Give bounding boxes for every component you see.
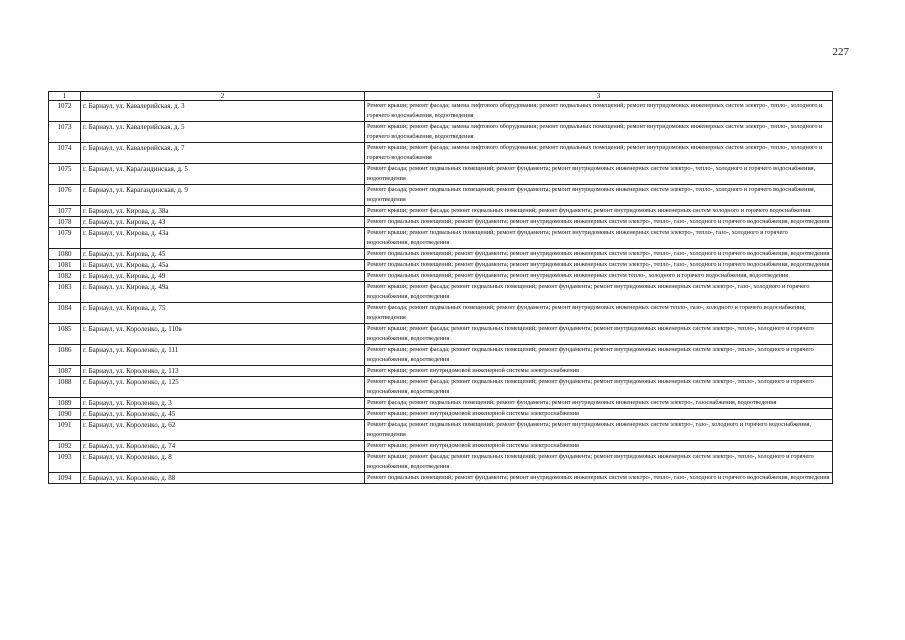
row-number: 1093 bbox=[49, 452, 81, 473]
row-number: 1077 bbox=[49, 206, 81, 217]
row-number: 1086 bbox=[49, 345, 81, 366]
row-number: 1079 bbox=[49, 228, 81, 249]
row-works: Ремонт подвальных помещений; ремонт фундамента; ремонт внутридомовых инженерных систем электро-, тепло-, газо-, холодного и горячего водоснабжения, водоотведения bbox=[365, 473, 833, 484]
page-number: 227 bbox=[832, 46, 849, 58]
row-works: Ремонт фасада; ремонт подвальных помещений; ремонт фундамента; ремонт внутридомовых инженерных систем тепло-, газо-, холодного и горячего водоснабжения, водоотведения bbox=[365, 303, 833, 324]
registry-table bbox=[48, 91, 833, 484]
row-works: Ремонт крыши; ремонт подвальных помещений; ремонт фундамента; ремонт внутридомовых инженерных систем электро-, тепло-, газо-, холодного и горячего водоснабжения, водоотведения bbox=[365, 228, 833, 249]
row-number: 1074 bbox=[49, 143, 81, 164]
header-row bbox=[49, 92, 833, 101]
row-address: г. Барнаул, ул. Кавалерийская, д. 7 bbox=[81, 143, 365, 164]
row-works: Ремонт фасада; ремонт подвальных помещений; ремонт фундамента; ремонт внутридомовых инженерных систем электро-, газоснабжения, водоотведения bbox=[365, 398, 833, 409]
row-number: 1082 bbox=[49, 271, 81, 282]
table-header bbox=[49, 92, 833, 101]
table-row bbox=[49, 271, 833, 282]
table-row bbox=[49, 473, 833, 484]
table-row bbox=[49, 420, 833, 441]
row-works: Ремонт подвальных помещений; ремонт фундамента; ремонт внутридомовых инженерных систем электро-, тепло-, газо-, холодного и горячего водоснабжения, водоотведения bbox=[365, 217, 833, 228]
table-row bbox=[49, 398, 833, 409]
column-header-number: 1 bbox=[49, 92, 81, 101]
table-row bbox=[49, 377, 833, 398]
row-works: Ремонт крыши; ремонт фасада; ремонт подвальных помещений; ремонт фундамента; ремонт внутридомовых инженерных систем электро-, тепло-, холодного и горячего водоснабжения, водоотведения bbox=[365, 452, 833, 473]
row-works: Ремонт подвальных помещений; ремонт фундамента; ремонт внутридомовых инженерных систем тепло-, холодного и горячего водоснабжения, водоотведения bbox=[365, 271, 833, 282]
row-address: г. Барнаул, ул. Карагандинская, д. 9 bbox=[81, 185, 365, 206]
row-number: 1075 bbox=[49, 164, 81, 185]
row-number: 1085 bbox=[49, 324, 81, 345]
table-row bbox=[49, 164, 833, 185]
table-row bbox=[49, 441, 833, 452]
row-address: г. Барнаул, ул. Кирова, д. 75 bbox=[81, 303, 365, 324]
table-row bbox=[49, 249, 833, 260]
row-number: 1087 bbox=[49, 366, 81, 377]
table-row bbox=[49, 228, 833, 249]
row-works: Ремонт крыши; ремонт фасада; ремонт подвальных помещений; ремонт фундамента; ремонт внутридомовых инженерных систем электро-, газо-, холодного и горячего водоснабжения, водоотведения bbox=[365, 282, 833, 303]
table-row bbox=[49, 185, 833, 206]
table-row bbox=[49, 282, 833, 303]
row-works: Ремонт крыши; ремонт фасада; замена лифтового оборудования; ремонт подвальных помещений; ремонт внутридомовых инженерных систем электро-, тепло-, холодного и горячего водоснабжения, водоотведения bbox=[365, 122, 833, 143]
row-number: 1090 bbox=[49, 409, 81, 420]
row-number: 1084 bbox=[49, 303, 81, 324]
row-works: Ремонт крыши; ремонт внутридомовой инженерной системы электроснабжения bbox=[365, 441, 833, 452]
table-row bbox=[49, 122, 833, 143]
row-number: 1094 bbox=[49, 473, 81, 484]
row-number: 1078 bbox=[49, 217, 81, 228]
row-address: г. Барнаул, ул. Короленко, д. 111 bbox=[81, 345, 365, 366]
row-number: 1083 bbox=[49, 282, 81, 303]
row-number: 1080 bbox=[49, 249, 81, 260]
row-works: Ремонт крыши; ремонт фасада; замена лифтового оборудования; ремонт подвальных помещений; ремонт внутридомовых инженерных систем электро-, тепло-, холодного и горячего водоснабжения, водоотведения bbox=[365, 101, 833, 122]
row-address: г. Барнаул, ул. Кирова, д. 38а bbox=[81, 206, 365, 217]
table-row bbox=[49, 303, 833, 324]
row-address: г. Барнаул, ул. Короленко, д. 125 bbox=[81, 377, 365, 398]
row-address: г. Барнаул, ул. Короленко, д. 113 bbox=[81, 366, 365, 377]
table-row bbox=[49, 366, 833, 377]
row-works: Ремонт крыши; ремонт фасада; ремонт подвальных помещений; ремонт фундамента; ремонт внутридомовых инженерных систем холодного и горячего водоснабжения bbox=[365, 206, 833, 217]
table-row bbox=[49, 143, 833, 164]
row-address: г. Барнаул, ул. Кирова, д. 43 bbox=[81, 217, 365, 228]
table-row bbox=[49, 101, 833, 122]
row-address: г. Барнаул, ул. Кирова, д. 45 bbox=[81, 249, 365, 260]
row-number: 1089 bbox=[49, 398, 81, 409]
row-number: 1092 bbox=[49, 441, 81, 452]
table-row bbox=[49, 452, 833, 473]
row-works: Ремонт фасада; ремонт подвальных помещений; ремонт фундамента; ремонт внутридомовых инженерных систем электро-, тепло-, холодного и горячего водоснабжения, водоотведения bbox=[365, 164, 833, 185]
row-number: 1088 bbox=[49, 377, 81, 398]
table-row bbox=[49, 345, 833, 366]
row-number: 1073 bbox=[49, 122, 81, 143]
row-address: г. Барнаул, ул. Короленко, д. 62 bbox=[81, 420, 365, 441]
row-works: Ремонт фасада; ремонт подвальных помещений; ремонт фундамента; ремонт внутридомовых инженерных систем электро-, газо-, холодного и горячего водоснабжения, водоотведения bbox=[365, 420, 833, 441]
row-number: 1072 bbox=[49, 101, 81, 122]
row-address: г. Барнаул, ул. Короленко, д. 45 bbox=[81, 409, 365, 420]
row-address: г. Барнаул, ул. Кирова, д. 43а bbox=[81, 228, 365, 249]
row-address: г. Барнаул, ул. Кирова, д. 49 bbox=[81, 271, 365, 282]
row-works: Ремонт крыши; ремонт фасада; ремонт подвальных помещений; ремонт фундамента; ремонт внутридомовых инженерных систем электро-, тепло-, холодного и горячего водоснабжения, водоотведения bbox=[365, 345, 833, 366]
row-address: г. Барнаул, ул. Короленко, д. 3 bbox=[81, 398, 365, 409]
row-number: 1076 bbox=[49, 185, 81, 206]
row-works: Ремонт подвальных помещений; ремонт фундамента; ремонт внутридомовых инженерных систем электро-, тепло-, газо-, холодного и горячего водоснабжения, водоотведения bbox=[365, 249, 833, 260]
row-works: Ремонт крыши; ремонт фасада; ремонт подвальных помещений; ремонт фундамента; ремонт внутридомовых инженерных систем электро-, тепло-, холодного и горячего водоснабжения, водоотведения bbox=[365, 324, 833, 345]
row-works: Ремонт крыши; ремонт фасада; ремонт подвальных помещений; ремонт фундамента; ремонт внутридомовых инженерных систем электро-, тепло-, холодного и горячего водоснабжения, водоотведения bbox=[365, 377, 833, 398]
table-row bbox=[49, 206, 833, 217]
row-works: Ремонт подвальных помещений; ремонт фундамента; ремонт внутридомовых инженерных систем электро-, тепло-, газо-, холодного и горячего водоснабжения, водоотведения bbox=[365, 260, 833, 271]
row-works: Ремонт фасада; ремонт подвальных помещений; ремонт фундамента; ремонт внутридомовых инженерных систем электро-, тепло-, холодного и горячего водоснабжения, водоотведения bbox=[365, 185, 833, 206]
row-address: г. Барнаул, ул. Короленко, д. 8 bbox=[81, 452, 365, 473]
row-address: г. Барнаул, ул. Короленко, д. 110в bbox=[81, 324, 365, 345]
row-address: г. Барнаул, ул. Кирова, д. 49а bbox=[81, 282, 365, 303]
column-header-works: 3 bbox=[365, 92, 833, 101]
table-row bbox=[49, 260, 833, 271]
row-works: Ремонт крыши; ремонт внутридомовой инженерной системы электроснабжения bbox=[365, 366, 833, 377]
row-address: г. Барнаул, ул. Кавалерийская, д. 5 bbox=[81, 122, 365, 143]
row-number: 1081 bbox=[49, 260, 81, 271]
column-header-address: 2 bbox=[81, 92, 365, 101]
row-works: Ремонт крыши; ремонт внутридомовой инженерной системы электроснабжения bbox=[365, 409, 833, 420]
table-row bbox=[49, 324, 833, 345]
row-works: Ремонт крыши; ремонт фасада; замена лифтового оборудования; ремонт подвальных помещений; ремонт внутридомовых инженерных систем электро-, тепло-, холодного и горячего водоснабжения bbox=[365, 143, 833, 164]
row-number: 1091 bbox=[49, 420, 81, 441]
table-body bbox=[49, 101, 833, 484]
table-row bbox=[49, 217, 833, 228]
row-address: г. Барнаул, ул. Короленко, д. 74 bbox=[81, 441, 365, 452]
row-address: г. Барнаул, ул. Кирова, д. 45а bbox=[81, 260, 365, 271]
row-address: г. Барнаул, ул. Карагандинская, д. 5 bbox=[81, 164, 365, 185]
table-row bbox=[49, 409, 833, 420]
row-address: г. Барнаул, ул. Короленко, д. 88 bbox=[81, 473, 365, 484]
row-address: г. Барнаул, ул. Кавалерийская, д. 3 bbox=[81, 101, 365, 122]
